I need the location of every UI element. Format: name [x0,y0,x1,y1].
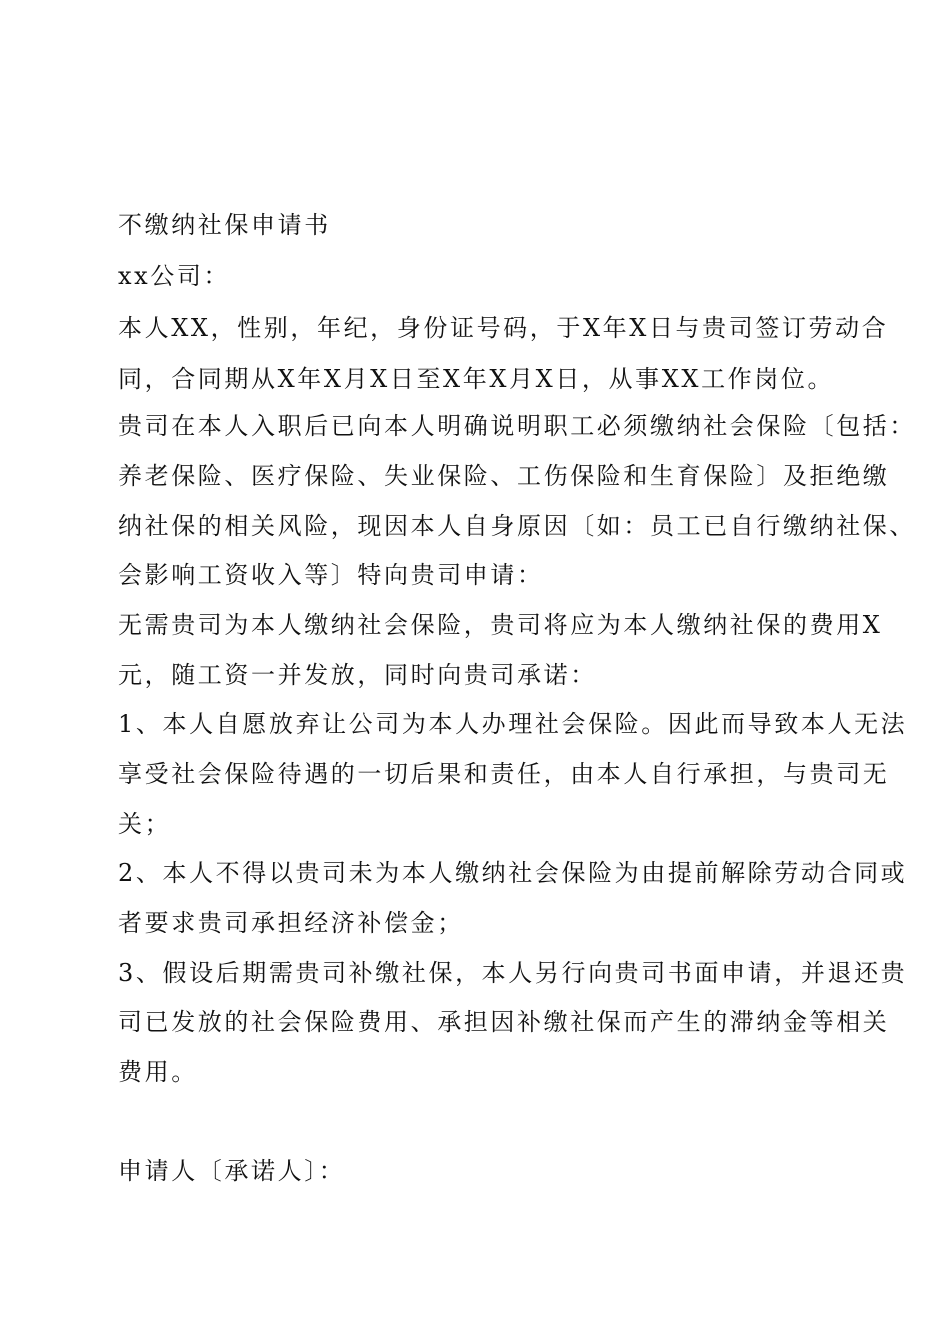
body-line: 司已发放的社会保险费用、承担因补缴社保而产生的滞纳金等相关 [118,1008,890,1036]
body-line: 者要求贵司承担经济补偿金； [118,909,464,937]
body-line: 纳社保的相关风险，现因本人自身原因〔如：员工已自行缴纳社保、 [118,512,916,540]
body-line: 会影响工资收入等〕特向贵司申请： [118,561,544,589]
body-line: 养老保险、医疗保险、失业保险、工伤保险和生育保险〕及拒绝缴 [118,462,890,490]
body-line: 关； [118,810,172,838]
body-line: 元，随工资一并发放，同时向贵司承诺： [118,661,597,689]
document-title: 不缴纳社保申请书 [118,211,331,239]
body-line: 同，合同期从X年X月X日至X年X月X日，从事XX工作岗位。 [118,365,835,393]
body-line: 1、本人自愿放弃让公司为本人办理社会保险。因此而导致本人无法 [118,710,908,738]
body-line: 费用。 [118,1058,198,1086]
body-line: 无需贵司为本人缴纳社会保险，贵司将应为本人缴纳社保的费用X [118,611,883,639]
body-line: 2、本人不得以贵司未为本人缴纳社会保险为由提前解除劳动合同或 [118,859,908,887]
signature-label: 申请人〔承诺人〕： [118,1157,346,1185]
salutation: xx公司： [118,262,231,290]
body-line: 享受社会保险待遇的一切后果和责任，由本人自行承担，与贵司无 [118,760,890,788]
body-line: 3、假设后期需贵司补缴社保，本人另行向贵司书面申请，并退还贵 [118,959,908,987]
body-line: 本人XX，性别，年纪，身份证号码，于X年X日与贵司签订劳动合 [118,314,889,342]
body-line: 贵司在本人入职后已向本人明确说明职工必须缴纳社会保险〔包括： [118,412,916,440]
